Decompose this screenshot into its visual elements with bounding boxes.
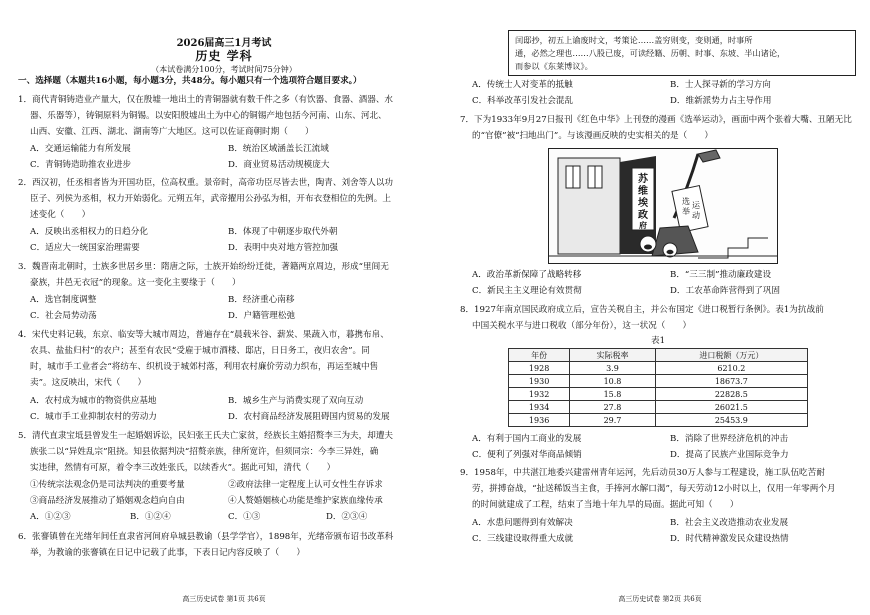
question-line: 时，城市手工业者会“将纺车、织机设于城郊村落，利用农村廉价劳动力织布，再运至城中售 bbox=[30, 362, 379, 372]
cartoon-broom-char: 选 bbox=[682, 197, 690, 206]
exam-note: （本试卷满分100分，考试时间75分钟） bbox=[151, 65, 297, 74]
table-header-row bbox=[509, 349, 808, 362]
option-d[interactable]: D．维新派势力占主导作用 bbox=[670, 96, 772, 106]
cartoon-broom-char: 运 bbox=[692, 201, 700, 210]
question-line: 2．西汉初，任丞相者皆为开国功臣，位高权重。景帝时，高帝功臣尽皆去世，陶青、刘舍等人以功 bbox=[18, 178, 394, 188]
option-d[interactable]: D．表明中央对地方管控加强 bbox=[228, 243, 339, 253]
option-a[interactable]: A．交通运输能力有所发展 bbox=[30, 144, 131, 154]
question-line: 中国关税水平与进口税收（部分年份），这一状况（ ） bbox=[472, 321, 692, 331]
option-d[interactable]: D．农村商品经济发展阻碍国内贸易的发展 bbox=[228, 412, 390, 422]
table-cell: 15.8 bbox=[570, 388, 656, 401]
option-c[interactable]: C．科举改革引发社会混乱 bbox=[472, 96, 574, 106]
option-a[interactable]: A．选官制度调整 bbox=[30, 295, 97, 305]
cartoon-sign-char: 维 bbox=[638, 186, 648, 197]
q6-quote-box bbox=[508, 30, 856, 76]
option-a[interactable]: A．有利于国内工商业的发展 bbox=[472, 434, 582, 444]
option-d[interactable]: D．户籍管理松弛 bbox=[228, 311, 296, 321]
question-line: 山西、安徽、江西、湖北、湖南等广大地区。这可以佐证商朝时期（ ） bbox=[30, 127, 314, 137]
option-b[interactable]: B．“三三制”推动廉政建设 bbox=[670, 270, 772, 280]
option-c[interactable]: C．便利了列强对华商品倾销 bbox=[472, 450, 582, 460]
table-cell: 29.7 bbox=[570, 414, 656, 427]
question-line: 臣子、列侯为丞相，权力开始弱化。元朔五年，武帝擢用公孙弘为相，开布衣登相位的先例。上 bbox=[30, 194, 391, 204]
option-d[interactable]: D．提高了民族产业国际竞争力 bbox=[670, 450, 789, 460]
table-cell: 1934 bbox=[509, 401, 570, 414]
section-heading: 一、选择题（本题共16小题，每小题3分，共48分。每小题只有一个选项符合题目要求。） bbox=[18, 76, 362, 86]
statement-2: ②政府法律一定程度上认可女性生存诉求 bbox=[228, 480, 383, 490]
question-line: 6．张謇镇曾在光绪年间任直隶省河间府阜城县教谕（县学学官），1898年，光绪帝颁布诏书改革科 bbox=[18, 532, 394, 542]
question-line: 述变化（ ） bbox=[30, 210, 91, 220]
table-cell: 10.8 bbox=[570, 375, 656, 388]
question-line: 9．1958年，中共湛江地委兴建雷州青年运河，先后动员30万人参与工程建设，施工队伍吃苦耐 bbox=[460, 468, 825, 478]
table-cell: 6210.2 bbox=[655, 362, 807, 375]
cartoon-sign-char: 埃 bbox=[638, 198, 648, 209]
option-c[interactable]: C．三线建设取得重大成就 bbox=[472, 534, 574, 544]
table-cell: 1932 bbox=[509, 388, 570, 401]
table-row bbox=[509, 414, 808, 427]
option-a[interactable]: A．传统士人对变革的抵触 bbox=[472, 80, 573, 90]
option-b[interactable]: B．统治区域涵盖长江流域 bbox=[228, 144, 329, 154]
question-line: 的时间就建成了工程，结束了当地十年九旱的局面。据此可知（ ） bbox=[472, 500, 739, 510]
option-c[interactable]: C．新民主主义理论有效贯彻 bbox=[472, 286, 582, 296]
table-row bbox=[509, 375, 808, 388]
option-a[interactable]: A．①②③ bbox=[30, 512, 71, 522]
question-line: 的“官僚”被“扫地出门”。与该漫画反映的史实相关的是（ ） bbox=[472, 131, 714, 141]
quote-line: 通，必然之理也……八股已废，可读经籍、历朝、时事、东坡、半山诸论， bbox=[515, 48, 786, 58]
cartoon-sign-char: 苏 bbox=[638, 174, 648, 185]
table-cell: 25453.9 bbox=[655, 414, 807, 427]
option-a[interactable]: A．反映出丞相权力的日趋分化 bbox=[30, 227, 148, 237]
cartoon-broom-char: 动 bbox=[692, 211, 700, 220]
cartoon-sign-char: 府 bbox=[639, 220, 647, 230]
option-b[interactable]: B．消除了世界经济危机的冲击 bbox=[670, 434, 789, 444]
table-row bbox=[509, 388, 808, 401]
table-row bbox=[509, 362, 808, 375]
option-b[interactable]: B．经济重心南移 bbox=[228, 295, 295, 305]
table-header: 进口税额（万元） bbox=[655, 349, 807, 362]
question-line: 豪族，井邑无衣冠”的现象。这一变化主要缘于（ ） bbox=[30, 278, 241, 288]
table-cell: 1936 bbox=[509, 414, 570, 427]
quote-line: 而参以《东莱博议》。 bbox=[515, 61, 593, 71]
question-line: 7．下为1933年9月27日报刊《红色中华》上刊登的漫画《选举运动》，画面中两个张着大嘴、丑陋无比 bbox=[460, 115, 852, 125]
option-b[interactable]: B．体现了中朝逐步取代外朝 bbox=[228, 227, 338, 237]
option-c[interactable]: C．适应大一统国家治理需要 bbox=[30, 243, 140, 253]
option-a[interactable]: A．农村成为城市的物资供应基地 bbox=[30, 396, 157, 406]
question-line: 举，为教谕的张謇镇在日记中记载了此事，下表日记内容反映了（ ） bbox=[30, 548, 306, 558]
statement-4: ④人赘婚姻核心功能是维护家族血缘传承 bbox=[228, 496, 383, 506]
question-line: 卖”。这反映出，宋代（ ） bbox=[30, 378, 147, 388]
option-c[interactable]: C．青铜铸造助推农业进步 bbox=[30, 160, 132, 170]
table-cell: 18673.7 bbox=[655, 375, 807, 388]
table-cell: 3.9 bbox=[570, 362, 656, 375]
cartoon-broom-char: 举 bbox=[682, 207, 690, 216]
page-footer-left: 高三历史试卷 第1页 共6页 bbox=[182, 595, 266, 603]
option-d[interactable]: D．商业贸易活动规模庞大 bbox=[228, 160, 330, 170]
option-b[interactable]: B．城乡生产与消费实现了双向互动 bbox=[228, 396, 364, 406]
election-cartoon-image bbox=[548, 148, 778, 264]
table-cell: 27.8 bbox=[570, 401, 656, 414]
question-line: 劳，拼搏奋战，“扯送稀饭当主食，手捧河水解口渴”，每天劳动12小时以上，仅用一年零两个月 bbox=[472, 484, 836, 494]
table-cell: 1928 bbox=[509, 362, 570, 375]
option-b[interactable]: B．社会主义改造推动农业发展 bbox=[670, 518, 789, 528]
quote-line: 闰邸抄，初五上谕废时文，考策论……盖穷则变，变则通，时事所 bbox=[515, 35, 753, 45]
cartoon-sign-char: 政 bbox=[638, 210, 648, 221]
option-b[interactable]: B．①②④ bbox=[130, 512, 171, 522]
option-c[interactable]: C．社会局势动荡 bbox=[30, 311, 97, 321]
question-line: 族张二以“异姓乱宗”阻挠。知县依据判决“招赘亲族，律所宽许，但须同宗：今李三异姓，确 bbox=[30, 447, 379, 457]
option-d[interactable]: D．②③④ bbox=[326, 512, 368, 522]
option-a[interactable]: A．水患问题得到有效解决 bbox=[472, 518, 573, 528]
table-row bbox=[509, 401, 808, 414]
question-line: 5．清代直隶宝坻县曾发生一起婚姻诉讼，民妇张王氏夫亡家贫，经族长主婚招赘李三为夫，却遭夫 bbox=[18, 431, 394, 441]
statement-3: ③商品经济发展推动了婚姻观念趋向自由 bbox=[30, 496, 185, 506]
table-cell: 22828.5 bbox=[655, 388, 807, 401]
option-c[interactable]: C．城市手工业抑制农村的劳动力 bbox=[30, 412, 157, 422]
option-d[interactable]: D．工农革命阵营得到了巩固 bbox=[670, 286, 781, 296]
question-line: 4．宋代史料记载，东京、临安等大城市周边，普遍存在“晨载米谷、薪炭、果蔬入市，暮携布帛、 bbox=[18, 330, 389, 340]
question-line: 8．1927年南京国民政府成立后，宣告关税自主，并公布国定《进口税暂行条例》。表1为抗战前 bbox=[460, 305, 824, 315]
table-header: 年份 bbox=[509, 349, 570, 362]
page-footer-right: 高三历史试卷 第2页 共6页 bbox=[618, 595, 702, 603]
question-line: 器、乐器等），铸铜原料为铜锡。以安阳殷墟出土为中心的铜锡产地包括今河南、山东、河北、 bbox=[30, 111, 387, 121]
option-c[interactable]: C．①③ bbox=[228, 512, 261, 522]
table-cell: 26021.5 bbox=[655, 401, 807, 414]
option-b[interactable]: B．士人探寻新的学习方向 bbox=[670, 80, 771, 90]
table-cell: 1930 bbox=[509, 375, 570, 388]
option-a[interactable]: A．政治革新保障了战略转移 bbox=[472, 270, 582, 280]
tariff-table bbox=[508, 348, 808, 427]
question-line: 1．商代青铜铸造业产量大，仅在殷墟一地出土的青铜器就有数千件之多（有饮器、食器、酒器、水 bbox=[18, 95, 394, 105]
option-d[interactable]: D．时代精神激发民众建设热情 bbox=[670, 534, 789, 544]
exam-title: 2026届高三1月考试 bbox=[176, 38, 272, 49]
question-line: 农具、盐盐归村”的农户；甚至有农民“受雇于城市酒楼、邸店，日日务工，夜归农舍”。同 bbox=[30, 346, 370, 356]
table-header: 实际税率 bbox=[570, 349, 656, 362]
question-line: 实违律，然情有可原，着令李三改姓张氏，以续香火”。据此可知，清代（ ） bbox=[30, 463, 336, 473]
exam-subject: 历史 学科 bbox=[195, 49, 253, 63]
table-caption: 表1 bbox=[650, 336, 666, 346]
question-line: 3．魏晋南北朝时，士族多世居乡里：隋唐之际，士族开始纷纷迁徙，著籍两京周边，形成“里闾无 bbox=[18, 262, 389, 272]
statement-1: ①传统宗法观念仍是司法判决的重要考量 bbox=[30, 480, 185, 490]
